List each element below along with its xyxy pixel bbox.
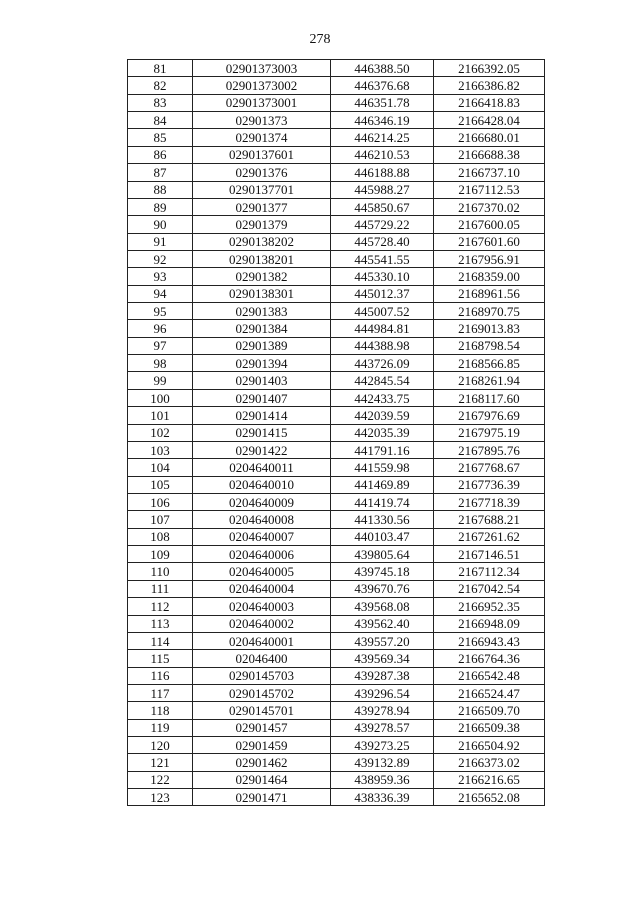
x-coordinate-cell: 439568.08 <box>331 598 434 615</box>
x-coordinate-cell: 439745.18 <box>331 563 434 580</box>
table-row <box>128 650 545 667</box>
x-coordinate-cell: 442035.39 <box>331 424 434 441</box>
x-coordinate-cell: 445330.10 <box>331 268 434 285</box>
y-coordinate-cell: 2166688.38 <box>434 146 545 163</box>
row-number-cell: 105 <box>128 476 193 493</box>
code-cell: 02901414 <box>193 407 331 424</box>
coordinates-table <box>127 59 545 806</box>
y-coordinate-cell: 2166509.38 <box>434 719 545 736</box>
row-number-cell: 113 <box>128 615 193 632</box>
x-coordinate-cell: 446210.53 <box>331 146 434 163</box>
x-coordinate-cell: 444984.81 <box>331 320 434 337</box>
code-cell: 02901373 <box>193 112 331 129</box>
code-cell: 02901459 <box>193 737 331 754</box>
x-coordinate-cell: 439296.54 <box>331 684 434 701</box>
row-number-cell: 106 <box>128 493 193 510</box>
code-cell: 0204640006 <box>193 546 331 563</box>
table-row <box>128 181 545 198</box>
x-coordinate-cell: 446346.19 <box>331 112 434 129</box>
x-coordinate-cell: 439569.34 <box>331 650 434 667</box>
table-row <box>128 129 545 146</box>
y-coordinate-cell: 2166392.05 <box>434 60 545 77</box>
row-number-cell: 88 <box>128 181 193 198</box>
table-row <box>128 112 545 129</box>
y-coordinate-cell: 2167112.34 <box>434 563 545 580</box>
x-coordinate-cell: 446388.50 <box>331 60 434 77</box>
x-coordinate-cell: 438336.39 <box>331 789 434 806</box>
y-coordinate-cell: 2167956.91 <box>434 250 545 267</box>
row-number-cell: 100 <box>128 389 193 406</box>
y-coordinate-cell: 2166737.10 <box>434 164 545 181</box>
table-row <box>128 389 545 406</box>
table-row <box>128 476 545 493</box>
table-row <box>128 511 545 528</box>
x-coordinate-cell: 441419.74 <box>331 493 434 510</box>
row-number-cell: 82 <box>128 77 193 94</box>
code-cell: 02901382 <box>193 268 331 285</box>
y-coordinate-cell: 2167768.67 <box>434 459 545 476</box>
x-coordinate-cell: 445007.52 <box>331 303 434 320</box>
table-row <box>128 407 545 424</box>
row-number-cell: 98 <box>128 355 193 372</box>
table-row <box>128 250 545 267</box>
code-cell: 02901373001 <box>193 94 331 111</box>
code-cell: 0290138301 <box>193 285 331 302</box>
x-coordinate-cell: 446214.25 <box>331 129 434 146</box>
table-row <box>128 632 545 649</box>
x-coordinate-cell: 439273.25 <box>331 737 434 754</box>
row-number-cell: 91 <box>128 233 193 250</box>
code-cell: 0204640008 <box>193 511 331 528</box>
table-row <box>128 789 545 806</box>
row-number-cell: 120 <box>128 737 193 754</box>
code-cell: 0204640007 <box>193 528 331 545</box>
code-cell: 02901373002 <box>193 77 331 94</box>
y-coordinate-cell: 2168117.60 <box>434 389 545 406</box>
x-coordinate-cell: 439670.76 <box>331 580 434 597</box>
row-number-cell: 97 <box>128 337 193 354</box>
table-row <box>128 546 545 563</box>
x-coordinate-cell: 439278.57 <box>331 719 434 736</box>
row-number-cell: 96 <box>128 320 193 337</box>
y-coordinate-cell: 2168961.56 <box>434 285 545 302</box>
code-cell: 0204640001 <box>193 632 331 649</box>
row-number-cell: 84 <box>128 112 193 129</box>
code-cell: 0290137701 <box>193 181 331 198</box>
y-coordinate-cell: 2168566.85 <box>434 355 545 372</box>
table-row <box>128 598 545 615</box>
y-coordinate-cell: 2167976.69 <box>434 407 545 424</box>
table-row <box>128 754 545 771</box>
x-coordinate-cell: 445728.40 <box>331 233 434 250</box>
code-cell: 02901377 <box>193 198 331 215</box>
row-number-cell: 123 <box>128 789 193 806</box>
y-coordinate-cell: 2166386.82 <box>434 77 545 94</box>
row-number-cell: 114 <box>128 632 193 649</box>
code-cell: 02901407 <box>193 389 331 406</box>
y-coordinate-cell: 2168798.54 <box>434 337 545 354</box>
x-coordinate-cell: 442039.59 <box>331 407 434 424</box>
y-coordinate-cell: 2166418.83 <box>434 94 545 111</box>
row-number-cell: 104 <box>128 459 193 476</box>
row-number-cell: 109 <box>128 546 193 563</box>
y-coordinate-cell: 2166509.70 <box>434 702 545 719</box>
y-coordinate-cell: 2167261.62 <box>434 528 545 545</box>
row-number-cell: 117 <box>128 684 193 701</box>
x-coordinate-cell: 445012.37 <box>331 285 434 302</box>
y-coordinate-cell: 2166764.36 <box>434 650 545 667</box>
y-coordinate-cell: 2167600.05 <box>434 216 545 233</box>
code-cell: 0290138201 <box>193 250 331 267</box>
table-row <box>128 355 545 372</box>
y-coordinate-cell: 2168359.00 <box>434 268 545 285</box>
table-row <box>128 337 545 354</box>
y-coordinate-cell: 2166943.43 <box>434 632 545 649</box>
x-coordinate-cell: 446376.68 <box>331 77 434 94</box>
row-number-cell: 92 <box>128 250 193 267</box>
row-number-cell: 110 <box>128 563 193 580</box>
code-cell: 02901383 <box>193 303 331 320</box>
row-number-cell: 108 <box>128 528 193 545</box>
row-number-cell: 112 <box>128 598 193 615</box>
code-cell: 02901376 <box>193 164 331 181</box>
row-number-cell: 83 <box>128 94 193 111</box>
row-number-cell: 94 <box>128 285 193 302</box>
x-coordinate-cell: 441559.98 <box>331 459 434 476</box>
code-cell: 02901415 <box>193 424 331 441</box>
y-coordinate-cell: 2166373.02 <box>434 754 545 771</box>
table-row <box>128 684 545 701</box>
row-number-cell: 122 <box>128 771 193 788</box>
x-coordinate-cell: 439562.40 <box>331 615 434 632</box>
table-row <box>128 60 545 77</box>
table-row <box>128 441 545 458</box>
y-coordinate-cell: 2166952.35 <box>434 598 545 615</box>
x-coordinate-cell: 439557.20 <box>331 632 434 649</box>
x-coordinate-cell: 439278.94 <box>331 702 434 719</box>
table-row <box>128 719 545 736</box>
x-coordinate-cell: 445541.55 <box>331 250 434 267</box>
row-number-cell: 116 <box>128 667 193 684</box>
row-number-cell: 95 <box>128 303 193 320</box>
x-coordinate-cell: 440103.47 <box>331 528 434 545</box>
table-row <box>128 77 545 94</box>
table-row <box>128 372 545 389</box>
x-coordinate-cell: 445850.67 <box>331 198 434 215</box>
code-cell: 0204640005 <box>193 563 331 580</box>
x-coordinate-cell: 442845.54 <box>331 372 434 389</box>
row-number-cell: 99 <box>128 372 193 389</box>
x-coordinate-cell: 443726.09 <box>331 355 434 372</box>
x-coordinate-cell: 441469.89 <box>331 476 434 493</box>
y-coordinate-cell: 2167736.39 <box>434 476 545 493</box>
x-coordinate-cell: 441791.16 <box>331 441 434 458</box>
table-row <box>128 528 545 545</box>
code-cell: 02901422 <box>193 441 331 458</box>
row-number-cell: 102 <box>128 424 193 441</box>
y-coordinate-cell: 2166542.48 <box>434 667 545 684</box>
x-coordinate-cell: 445988.27 <box>331 181 434 198</box>
x-coordinate-cell: 442433.75 <box>331 389 434 406</box>
page-number: 278 <box>309 32 331 47</box>
y-coordinate-cell: 2167975.19 <box>434 424 545 441</box>
x-coordinate-cell: 439132.89 <box>331 754 434 771</box>
row-number-cell: 85 <box>128 129 193 146</box>
code-cell: 0290137601 <box>193 146 331 163</box>
y-coordinate-cell: 2167895.76 <box>434 441 545 458</box>
code-cell: 02901374 <box>193 129 331 146</box>
table-body <box>128 60 545 806</box>
y-coordinate-cell: 2166948.09 <box>434 615 545 632</box>
table-row <box>128 285 545 302</box>
table-row <box>128 233 545 250</box>
table-row <box>128 146 545 163</box>
code-cell: 0204640010 <box>193 476 331 493</box>
y-coordinate-cell: 2166428.04 <box>434 112 545 129</box>
table-row <box>128 164 545 181</box>
y-coordinate-cell: 2167146.51 <box>434 546 545 563</box>
table-row <box>128 268 545 285</box>
code-cell: 0290145701 <box>193 702 331 719</box>
table-row <box>128 94 545 111</box>
row-number-cell: 89 <box>128 198 193 215</box>
row-number-cell: 81 <box>128 60 193 77</box>
x-coordinate-cell: 446351.78 <box>331 94 434 111</box>
table-row <box>128 580 545 597</box>
x-coordinate-cell: 438959.36 <box>331 771 434 788</box>
row-number-cell: 111 <box>128 580 193 597</box>
x-coordinate-cell: 441330.56 <box>331 511 434 528</box>
x-coordinate-cell: 446188.88 <box>331 164 434 181</box>
x-coordinate-cell: 439805.64 <box>331 546 434 563</box>
code-cell: 02901464 <box>193 771 331 788</box>
row-number-cell: 103 <box>128 441 193 458</box>
row-number-cell: 107 <box>128 511 193 528</box>
table-row <box>128 459 545 476</box>
y-coordinate-cell: 2166524.47 <box>434 684 545 701</box>
table-row <box>128 667 545 684</box>
code-cell: 0204640009 <box>193 493 331 510</box>
code-cell: 0290145703 <box>193 667 331 684</box>
x-coordinate-cell: 439287.38 <box>331 667 434 684</box>
y-coordinate-cell: 2169013.83 <box>434 320 545 337</box>
y-coordinate-cell: 2166680.01 <box>434 129 545 146</box>
code-cell: 0204640011 <box>193 459 331 476</box>
y-coordinate-cell: 2165652.08 <box>434 789 545 806</box>
y-coordinate-cell: 2167042.54 <box>434 580 545 597</box>
table-row <box>128 737 545 754</box>
code-cell: 02901389 <box>193 337 331 354</box>
code-cell: 02901373003 <box>193 60 331 77</box>
table-row <box>128 702 545 719</box>
code-cell: 02901403 <box>193 372 331 389</box>
table-row <box>128 771 545 788</box>
table-row <box>128 320 545 337</box>
y-coordinate-cell: 2167601.60 <box>434 233 545 250</box>
table-row <box>128 563 545 580</box>
code-cell: 02901384 <box>193 320 331 337</box>
y-coordinate-cell: 2168261.94 <box>434 372 545 389</box>
y-coordinate-cell: 2166216.65 <box>434 771 545 788</box>
row-number-cell: 118 <box>128 702 193 719</box>
code-cell: 0204640002 <box>193 615 331 632</box>
row-number-cell: 87 <box>128 164 193 181</box>
y-coordinate-cell: 2168970.75 <box>434 303 545 320</box>
row-number-cell: 121 <box>128 754 193 771</box>
y-coordinate-cell: 2167718.39 <box>434 493 545 510</box>
y-coordinate-cell: 2167370.02 <box>434 198 545 215</box>
row-number-cell: 115 <box>128 650 193 667</box>
x-coordinate-cell: 445729.22 <box>331 216 434 233</box>
table-row <box>128 303 545 320</box>
table-row <box>128 424 545 441</box>
code-cell: 02901471 <box>193 789 331 806</box>
row-number-cell: 101 <box>128 407 193 424</box>
y-coordinate-cell: 2167688.21 <box>434 511 545 528</box>
code-cell: 0290145702 <box>193 684 331 701</box>
table-row <box>128 216 545 233</box>
code-cell: 02901462 <box>193 754 331 771</box>
row-number-cell: 93 <box>128 268 193 285</box>
code-cell: 0204640003 <box>193 598 331 615</box>
code-cell: 0204640004 <box>193 580 331 597</box>
y-coordinate-cell: 2166504.92 <box>434 737 545 754</box>
y-coordinate-cell: 2167112.53 <box>434 181 545 198</box>
table-row <box>128 493 545 510</box>
row-number-cell: 90 <box>128 216 193 233</box>
row-number-cell: 119 <box>128 719 193 736</box>
code-cell: 02901457 <box>193 719 331 736</box>
table-row <box>128 615 545 632</box>
code-cell: 02046400 <box>193 650 331 667</box>
row-number-cell: 86 <box>128 146 193 163</box>
code-cell: 0290138202 <box>193 233 331 250</box>
code-cell: 02901379 <box>193 216 331 233</box>
table-row <box>128 198 545 215</box>
code-cell: 02901394 <box>193 355 331 372</box>
x-coordinate-cell: 444388.98 <box>331 337 434 354</box>
